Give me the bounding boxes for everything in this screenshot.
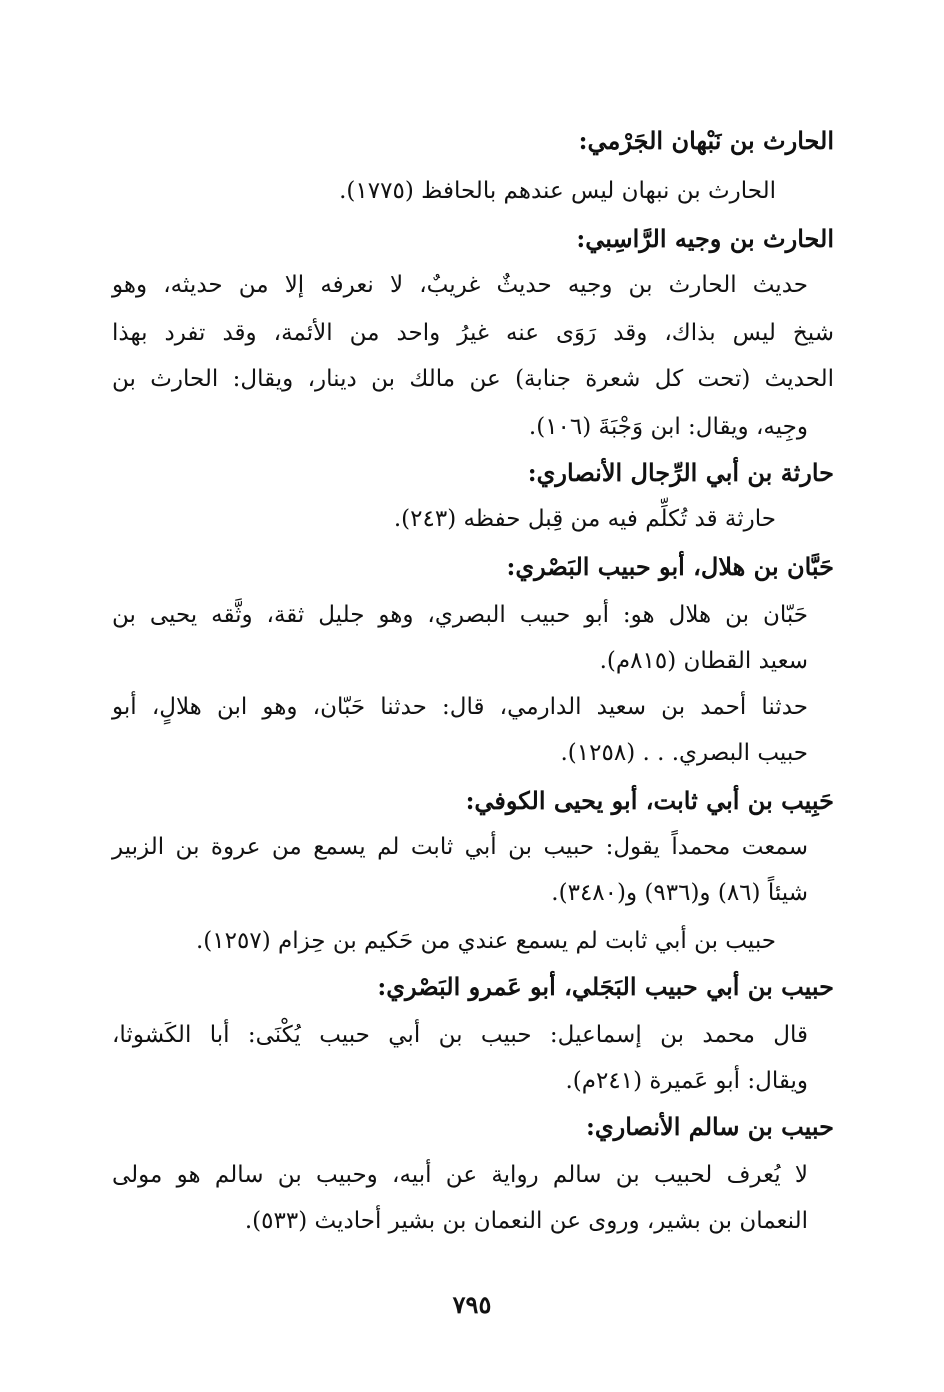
entry-heading: حَبَّان بن هلال، أبو حبيب البَصْري: bbox=[506, 552, 834, 581]
paragraph-line: لا يُعرف لحبيب بن سالم رواية عن أبيه، وحبيب بن سالم هو مولى bbox=[112, 1162, 808, 1188]
paragraph-line: شيئاً (٨٦) و(٩٣٦) و(٣٤٨٠). bbox=[551, 880, 808, 906]
entry-heading: حبيب بن سالم الأنصاري: bbox=[585, 1112, 834, 1141]
paragraph-line: النعمان بن بشير، وروى عن النعمان بن بشير أحاديث (٥٣٣). bbox=[244, 1208, 808, 1234]
paragraph-line: ويقال: أبو عَميرة (٢٤١م). bbox=[565, 1068, 808, 1094]
paragraph-line: شيخ ليس بذاك، وقد رَوَى عنه غيرُ واحد من الأئمة، وقد تفرد بهذا bbox=[112, 320, 834, 346]
paragraph-line: حدثنا أحمد بن سعيد الدارمي، قال: حدثنا حَبّان، وهو ابن هلالٍ، أبو bbox=[112, 694, 808, 720]
paragraph-line: وجِيه، ويقال: ابن وَجْبَةَ (١٠٦). bbox=[528, 414, 808, 440]
entry-heading: حَبِيب بن أبي ثابت، أبو يحيى الكوفي: bbox=[465, 786, 834, 815]
entry-heading: حبيب بن أبي حبيب البَجَلي، أبو عَمرو البَصْري: bbox=[377, 972, 834, 1001]
paragraph-line: سعيد القطان (٨١٥م). bbox=[599, 648, 808, 674]
paragraph-line: الحديث (تحت كل شعرة جنابة) عن مالك بن دينار، ويقال: الحارث بن bbox=[112, 366, 834, 392]
paragraph-line: حَبّان بن هلال هو: أبو حبيب البصري، وهو جليل ثقة، وثَّقه يحيى بن bbox=[112, 602, 808, 628]
paragraph-line: حديث الحارث بن وجيه حديثٌ غريبٌ، لا نعرفه إلا من حديثه، وهو bbox=[112, 272, 808, 298]
paragraph-line: حارثة قد تُكلِّم فيه من قِبل حفظه (٢٤٣). bbox=[393, 506, 776, 532]
paragraph-line: سمعت محمداً يقول: حبيب بن أبي ثابت لم يسمع من عروة بن الزبير bbox=[112, 834, 808, 860]
entry-heading: الحارث بن نَبْهان الجَرْمي: bbox=[578, 126, 834, 155]
paragraph-line: قال محمد بن إسماعيل: حبيب بن أبي حبيب يُكْنَى: أبا الكَشوثا، bbox=[112, 1022, 808, 1048]
paragraph-line: حبيب بن أبي ثابت لم يسمع عندي من حَكيم بن حِزام (١٢٥٧). bbox=[195, 928, 776, 954]
entry-heading: الحارث بن وجيه الرَّاسِبي: bbox=[576, 224, 834, 253]
page-number: ٧٩٥ bbox=[452, 1290, 492, 1319]
entry-heading: حارثة بن أبي الرِّجال الأنصاري: bbox=[527, 458, 834, 487]
paragraph-line: الحارث بن نبهان ليس عندهم بالحافظ (١٧٧٥). bbox=[339, 178, 776, 204]
paragraph-line: حبيب البصري. . . (١٢٥٨). bbox=[560, 740, 808, 766]
